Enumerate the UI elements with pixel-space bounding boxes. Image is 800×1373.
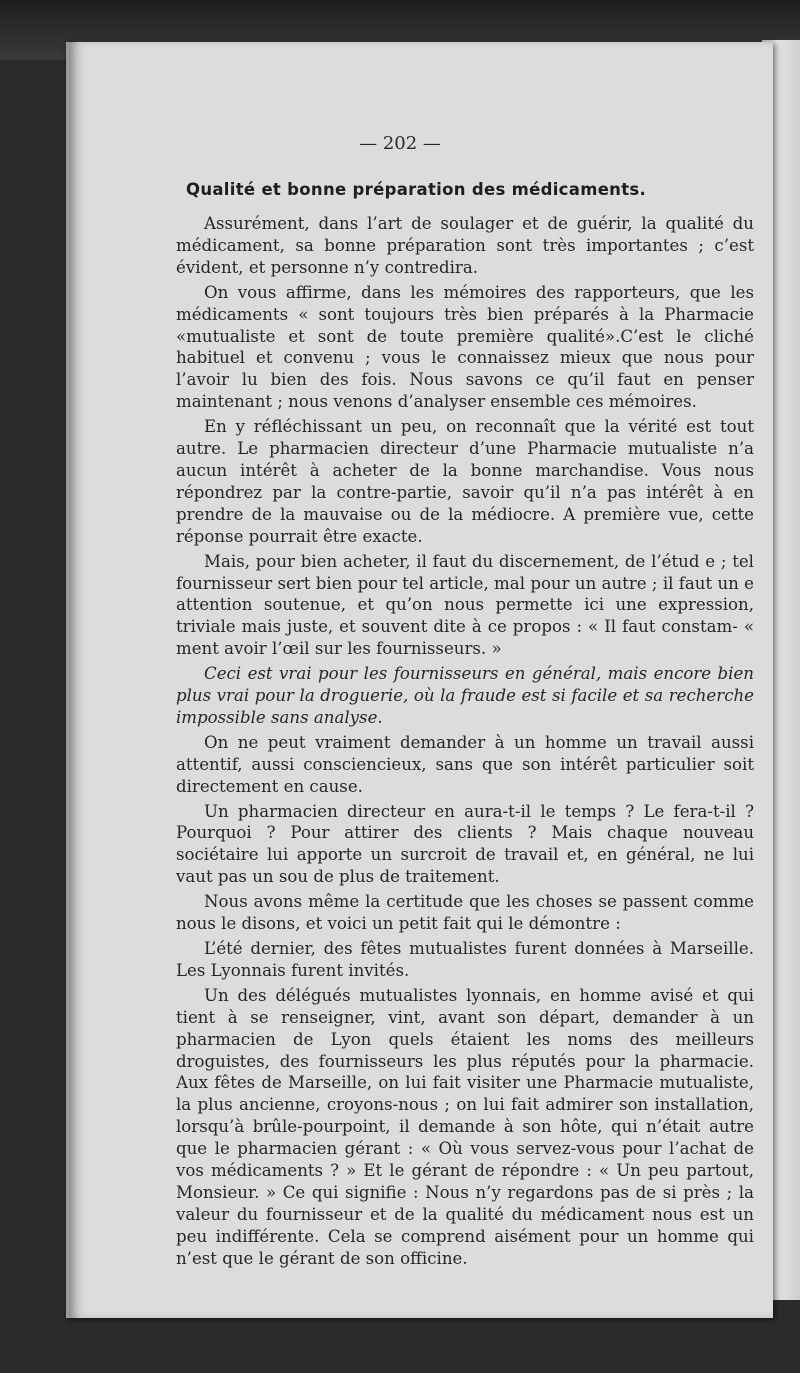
paragraph-10: Un des délégués mutualistes lyonnais, en homme avisé et qui tient à se renseigner, vint, avant son départ, demander à un pharmacien de Lyon quels étaient les noms des meilleurs droguistes, des fournisseurs les plus réputés pour la pharmacie. Aux fêtes de Marseille, on lui fait visiter une Pharmacie mutualiste, la plus ancienne, croyons-nous ; on lui fait admirer son installation, lorsqu’à brûle-pourpoint, il demande à son hôte, qui n’était autre que le pharmacien gérant : « Où vous servez-vous pour l’achat de vos médicaments ? » Et le gérant de répondre : « Un peu partout, Monsieur. » Ce qui signifie : Nous n’y regardons pas de si près ; la valeur du fournisseur et de la qualité du médicament nous est un peu indifférente. Cela se comprend aisément pour un homme qui n’est que le gérant de son officine. — [176, 985, 754, 1268]
page-number: — 202 — — [359, 133, 441, 154]
paragraph-7: Un pharmacien directeur en aura-t-il le temps ? Le fera-t-il ? Pourquoi ? Pour attirer des clients ? Mais chaque nouveau sociétaire lui apporte un surcroit de travail et, en général, ne lui vaut pas un sou de plus de traitement. — [176, 801, 754, 887]
paragraph-2: On vous affirme, dans les mémoires des rapporteurs, que les médicaments « sont toujours très bien préparés à la Pharmacie «mutualiste et sont de toute première qualité».C’est le cliché habituel et convenu ; vous le connaissez mieux que nous pour l’avoir lu bien des fois. Nous savons ce qu’il faut en penser maintenant ; nous venons d’analyser ensemble ces mémoires. — [176, 282, 754, 412]
paragraph-3: En y réfléchissant un peu, on reconnaît que la vérité est tout autre. Le pharmacien directeur d’une Pharmacie mutualiste n’a aucun intérêt à acheter de la bonne marchandise. Vous nous répondrez par la contre-partie, savoir qu’il n’a pas intérêt à en prendre de la mauvaise ou de la médiocre. A première vue, cette réponse pourrait être exacte. — [176, 417, 754, 546]
paragraph-6: On ne peut vraiment demander à un homme un travail aussi attentif, aussi consciencieux, sans que son intérêt particulier soit directement en cause. — [176, 732, 754, 796]
paragraph-1: Assurément, dans l’art de soulager et de guérir, la qualité du médicament, sa bonne préparation sont très importantes ; c’est évident, et personne n’y contredira. — [176, 214, 754, 277]
paragraph-8: Nous avons même la certitude que les choses se passent comme nous le disons, et voici un petit fait qui le démontre : — [176, 892, 754, 934]
paragraph-9: L’été dernier, des fêtes mutualistes furent données à Marseille. Les Lyonnais furent invités. — [176, 939, 754, 980]
section-title: Qualité et bonne préparation des médicaments. — [186, 180, 647, 199]
body-text — [176, 213, 754, 1273]
paragraph-4: Mais, pour bien acheter, il faut du discernement, de l’étud e ; tel fournisseur sert bien pour tel article, mal pour un autre ; il faut un e attention soutenue, et qu’on nous permette ici une expression, triviale mais juste, et souvent dite à ce propos : « Il faut constam- « ment avoir l’œil sur les fournisseurs. » — [176, 551, 754, 659]
paragraph-5: Ceci est vrai pour les fournisseurs en général, mais encore bien plus vrai pour la droguerie, où la fraude est si facile et sa recherche impossible sans analyse. — [176, 664, 754, 727]
